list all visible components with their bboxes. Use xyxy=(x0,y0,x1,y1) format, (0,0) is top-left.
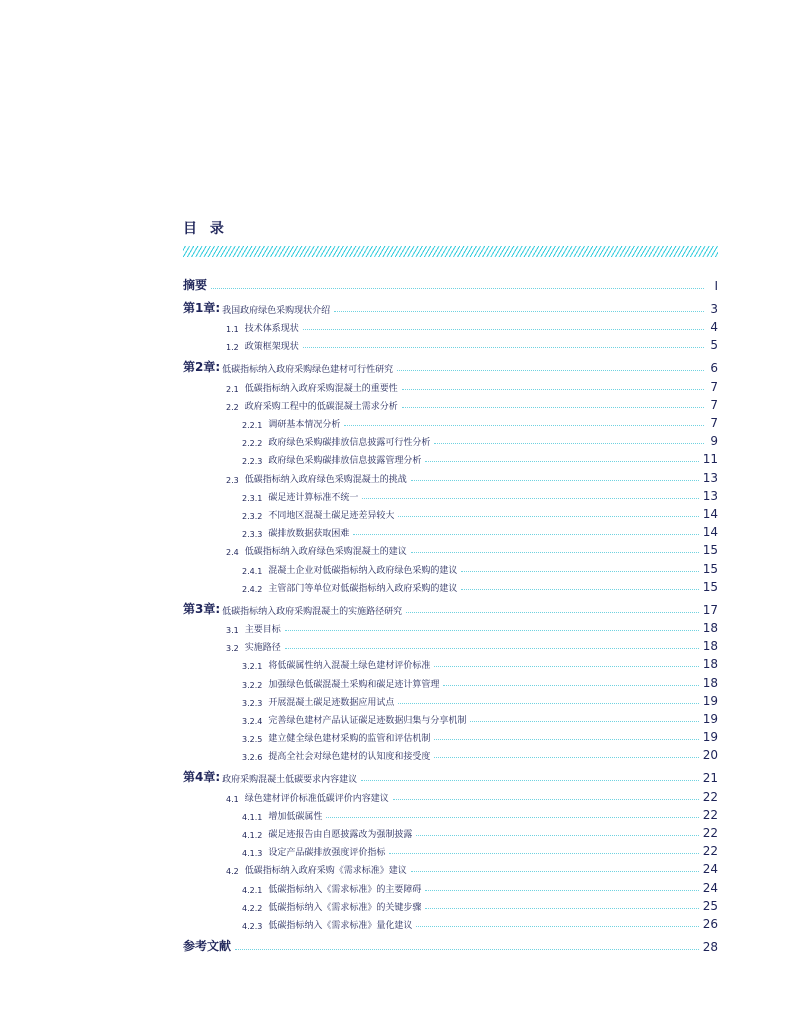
toc-entry-page-number: 9 xyxy=(710,434,718,449)
toc-entry-page-number: 7 xyxy=(710,397,718,412)
toc-entry-page-number: 7 xyxy=(710,379,718,394)
toc-entry-number: 4.1.1 xyxy=(242,812,263,822)
toc-entry-number: 2.4 xyxy=(226,548,239,558)
toc-entry[interactable] xyxy=(183,619,718,635)
toc-entry-label: 建立健全绿色建材采购的监管和评估机制 xyxy=(268,734,431,745)
toc-entry-page-number: 3 xyxy=(710,302,718,316)
toc-entry-number: 2.2.1 xyxy=(242,421,263,430)
dot-leader xyxy=(416,835,698,836)
dot-leader xyxy=(393,799,699,800)
toc-entry-label: 低碳指标纳入《需求标准》的主要障碍 xyxy=(268,884,422,895)
dot-leader xyxy=(285,648,699,649)
toc-entry-label: 政府采购混凝土低碳要求内容建议 xyxy=(222,775,358,786)
toc-entry-label: 低碳指标纳入《需求标准》量化建议 xyxy=(268,921,413,931)
toc-entry[interactable] xyxy=(183,655,718,671)
toc-entry-page-number: 11 xyxy=(702,452,718,467)
toc-entry-page-number: 22 xyxy=(702,789,718,804)
toc-entry-page-number: 15 xyxy=(702,543,718,558)
dot-leader xyxy=(434,757,698,758)
toc-entry-label: 完善绿色建材产品认证碳足迹数据归集与分享机制 xyxy=(268,716,467,726)
toc-entry-number: 第1章: xyxy=(183,301,221,315)
dot-leader xyxy=(398,703,698,704)
dot-leader xyxy=(416,926,698,927)
toc-entry[interactable] xyxy=(183,414,718,430)
toc-entry-number: 4.1.2 xyxy=(242,831,263,840)
toc-entry-label: 碳排放数据获取困难 xyxy=(268,529,350,540)
toc-entry[interactable] xyxy=(183,938,718,954)
toc-entry[interactable] xyxy=(183,396,718,412)
toc-entry-number: 2.3.3 xyxy=(242,530,263,540)
toc-entry-number: 2.3.1 xyxy=(242,493,263,503)
toc-entry-number: 3.2.1 xyxy=(242,662,263,672)
toc-entry-page-number: 7 xyxy=(710,416,718,430)
dot-leader xyxy=(303,329,704,330)
toc-entry-number: 2.3.2 xyxy=(242,512,263,521)
toc-entry-number: 2.1 xyxy=(226,384,239,394)
dot-leader xyxy=(402,389,704,390)
toc-entry-number: 3.1 xyxy=(226,626,239,635)
toc-entry-label: 低碳指标纳入政府采购混凝土的实施路径研究 xyxy=(222,606,403,617)
toc-entry[interactable] xyxy=(183,450,718,466)
toc-entry-label: 参考文献 xyxy=(183,939,232,953)
dot-leader xyxy=(425,890,698,891)
toc-entry-label: 低碳指标纳入政府采购绿色建材可行性研究 xyxy=(222,365,394,376)
toc-entry-label: 低碳指标纳入《需求标准》的关键步骤 xyxy=(268,902,422,913)
toc-entry-label: 碳足迹计算标准不统一 xyxy=(268,492,359,503)
toc-entry[interactable] xyxy=(183,505,718,521)
toc-entry-label: 政府绿色采购碳排放信息披露管理分析 xyxy=(268,456,422,467)
toc-entry-page-number: 19 xyxy=(702,730,718,745)
dot-leader xyxy=(362,498,698,499)
toc-entry-page-number: 14 xyxy=(702,507,718,521)
toc-entry-page-number: 4 xyxy=(710,320,718,335)
toc-entry-label: 实施路径 xyxy=(244,643,281,654)
toc-entry[interactable] xyxy=(183,378,718,394)
toc-entry-label: 将低碳属性纳入混凝土绿色建材评价标准 xyxy=(268,661,431,672)
dot-leader xyxy=(411,480,699,481)
toc-entry[interactable] xyxy=(183,692,718,708)
toc-entry-page-number: 13 xyxy=(702,470,718,485)
dot-leader xyxy=(411,871,699,872)
dot-leader xyxy=(434,666,698,667)
toc-entry[interactable] xyxy=(183,860,718,876)
toc-entry-number: 3.2.4 xyxy=(242,717,263,726)
toc-entry-page-number: 13 xyxy=(702,488,718,503)
toc-entry-label: 技术体系现状 xyxy=(244,324,299,335)
toc-entry[interactable] xyxy=(183,469,718,485)
toc-entry[interactable] xyxy=(183,788,718,804)
toc-entry-number: 4.2.1 xyxy=(242,885,263,895)
dot-leader xyxy=(344,425,704,426)
toc-entry[interactable] xyxy=(183,359,718,375)
toc-entry-number: 2.3 xyxy=(226,475,239,485)
toc-entry-label: 主管部门等单位对低碳指标纳入政府采购的建议 xyxy=(268,583,458,594)
toc-entry-number: 第3章: xyxy=(183,601,221,616)
toc-entry-number: 3.2.2 xyxy=(242,680,263,690)
dot-leader xyxy=(434,739,698,740)
toc-entry-label: 绿色建材评价标准低碳评价内容建议 xyxy=(244,793,389,804)
toc-entry[interactable] xyxy=(183,897,718,913)
dot-leader xyxy=(285,630,699,631)
dot-leader xyxy=(425,908,698,909)
dot-leader xyxy=(434,443,704,444)
toc-entry-page-number: 18 xyxy=(702,639,718,654)
toc-entry-number: 4.2.2 xyxy=(242,903,263,913)
toc-entry-page-number: 15 xyxy=(702,579,718,594)
dot-leader xyxy=(398,516,698,517)
toc-entry-label: 低碳指标纳入政府绿色采购混凝土的挑战 xyxy=(244,474,407,485)
toc-entry-page-number: 24 xyxy=(702,862,718,877)
toc-entry-page-number: 6 xyxy=(710,361,718,376)
toc-entry-label: 碳足迹报告由自愿披露改为强制披露 xyxy=(268,830,413,840)
toc-entry-label: 摘要 xyxy=(183,278,208,292)
dot-leader xyxy=(235,949,699,950)
toc-entry-page-number: 14 xyxy=(702,525,718,540)
toc-entry-page-number: 26 xyxy=(702,917,718,931)
toc-entry[interactable] xyxy=(183,336,718,352)
toc-entry-page-number: 19 xyxy=(702,712,718,726)
toc-entry-label: 提高全社会对绿色建材的认知度和接受度 xyxy=(268,752,431,763)
toc-entry-page-number: 18 xyxy=(702,675,718,690)
toc-entry-number: 4.1.3 xyxy=(242,849,263,859)
toc-entry[interactable] xyxy=(183,879,718,895)
toc-entry[interactable] xyxy=(183,710,718,726)
toc-entry[interactable] xyxy=(183,637,718,653)
toc-entry[interactable] xyxy=(183,277,718,293)
toc-entry-page-number: 22 xyxy=(702,807,718,822)
toc-entry-number: 3.2.6 xyxy=(242,753,263,763)
toc-entry[interactable] xyxy=(183,746,718,762)
page-title: 目 录 xyxy=(183,221,228,237)
toc-entry-number: 1.1 xyxy=(226,325,239,335)
dot-leader xyxy=(353,534,698,535)
toc-entry[interactable] xyxy=(183,824,718,840)
toc-entry-label: 加强绿色低碳混凝土采购和碳足迹计算管理 xyxy=(268,679,440,690)
toc-entry[interactable] xyxy=(183,523,718,539)
dot-leader xyxy=(389,853,698,854)
toc-entry-number: 2.4.1 xyxy=(242,566,263,576)
dot-leader xyxy=(402,407,704,408)
toc-entry-number: 1.2 xyxy=(226,343,239,353)
toc-entry[interactable] xyxy=(183,541,718,557)
toc-entry[interactable] xyxy=(183,601,718,617)
toc-entry[interactable] xyxy=(183,806,718,822)
toc-entry[interactable] xyxy=(183,487,718,503)
toc-entry-page-number: 25 xyxy=(702,898,718,913)
toc-entry[interactable] xyxy=(183,769,718,785)
toc-entry-page-number: I xyxy=(714,279,718,293)
dot-leader xyxy=(411,552,699,553)
dot-leader xyxy=(303,347,704,348)
toc-entry-number: 第4章: xyxy=(183,770,221,785)
toc-entry-page-number: 22 xyxy=(702,844,718,859)
toc-entry-number: 3.2.5 xyxy=(242,735,263,745)
dot-leader xyxy=(361,780,699,781)
toc-entry-number: 第2章: xyxy=(183,360,221,375)
toc-entry-page-number: 19 xyxy=(702,693,718,708)
toc-entry-number: 4.2.3 xyxy=(242,922,263,931)
dot-leader xyxy=(425,461,698,462)
toc-entry-number: 4.2 xyxy=(226,867,239,877)
toc-entry-label: 不同地区混凝土碳足迹差异较大 xyxy=(268,511,395,521)
toc-entry[interactable] xyxy=(183,674,718,690)
toc-entry-label: 我国政府绿色采购现状介绍 xyxy=(222,306,331,316)
dot-leader xyxy=(470,721,698,722)
toc-entry-number: 2.2.2 xyxy=(242,439,263,449)
dot-leader xyxy=(461,589,698,590)
toc-entry-label: 设定产品碳排放强度评价指标 xyxy=(268,848,386,859)
toc-entry-number: 2.2.3 xyxy=(242,457,263,467)
toc-entry[interactable] xyxy=(183,915,718,931)
toc-entry-page-number: 15 xyxy=(702,561,718,576)
toc-entry-label: 主要目标 xyxy=(244,625,281,635)
toc-entry-label: 政府绿色采购碳排放信息披露可行性分析 xyxy=(268,438,431,449)
toc-entry-number: 3.2.3 xyxy=(242,698,263,708)
dot-leader xyxy=(406,612,699,613)
toc-entry-page-number: 5 xyxy=(710,338,718,353)
toc-entry[interactable] xyxy=(183,578,718,594)
dot-leader xyxy=(211,288,704,289)
toc-entry-number: 3.2 xyxy=(226,644,239,654)
toc-entry-page-number: 18 xyxy=(702,657,718,672)
toc-entry[interactable] xyxy=(183,300,718,316)
toc-entry-page-number: 24 xyxy=(702,880,718,895)
toc-entry[interactable] xyxy=(183,318,718,334)
toc-entry-label: 增加低碳属性 xyxy=(268,811,323,822)
dot-leader xyxy=(461,571,698,572)
toc-entry-label: 混凝土企业对低碳指标纳入政府绿色采购的建议 xyxy=(268,565,458,576)
toc-entry-label: 政策框架现状 xyxy=(244,342,299,353)
toc-entry-page-number: 21 xyxy=(702,771,718,786)
dot-leader xyxy=(326,817,698,818)
toc-entry[interactable] xyxy=(183,560,718,576)
toc-entry[interactable] xyxy=(183,842,718,858)
toc-entry-label: 调研基本情况分析 xyxy=(268,420,341,430)
toc-entry-page-number: 17 xyxy=(702,602,718,617)
toc-entry-label: 政府采购工程中的低碳混凝土需求分析 xyxy=(244,401,398,412)
toc-entry-label: 低碳指标纳入政府采购《需求标准》建议 xyxy=(244,866,407,877)
toc-entry-label: 开展混凝土碳足迹数据应用试点 xyxy=(268,697,395,708)
toc-entry-number: 2.4.2 xyxy=(242,584,263,594)
toc-entry-label: 低碳指标纳入政府采购混凝土的重要性 xyxy=(244,383,398,394)
toc-entry-page-number: 22 xyxy=(702,826,718,840)
dot-leader xyxy=(334,311,704,312)
toc-entry-page-number: 20 xyxy=(702,748,718,763)
toc-entry-label: 低碳指标纳入政府绿色采购混凝土的建议 xyxy=(244,547,407,558)
dot-leader xyxy=(397,370,704,371)
toc-entry[interactable] xyxy=(183,432,718,448)
toc-entry-number: 2.2 xyxy=(226,402,239,412)
toc-entry-page-number: 18 xyxy=(702,621,718,635)
decorative-hatch-divider xyxy=(183,246,718,257)
toc-entry-number: 4.1 xyxy=(226,794,239,804)
toc-entry-page-number: 28 xyxy=(702,940,718,954)
toc-entry[interactable] xyxy=(183,728,718,744)
dot-leader xyxy=(443,685,698,686)
